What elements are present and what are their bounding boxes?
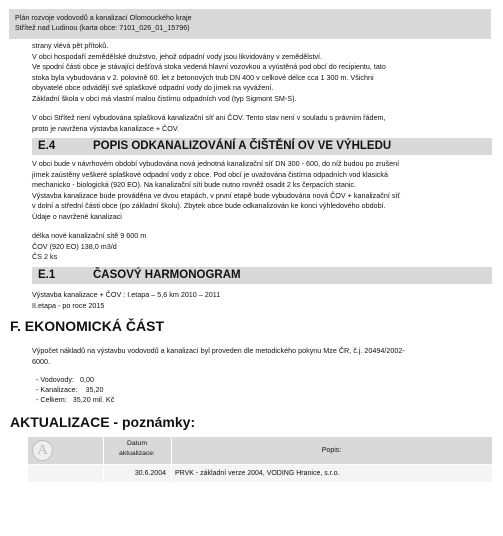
text-line: v dolní a střední části obce (po základní školu). Zbytek obce bude odkanalizován ke konci výhledového období. bbox=[32, 201, 386, 211]
page-header bbox=[9, 9, 491, 39]
column-header-note: Popis: bbox=[321, 447, 342, 454]
text-line: strany vlévá pět přítoků. bbox=[32, 41, 109, 50]
section-e4-heading bbox=[32, 138, 492, 155]
section-e4-text bbox=[32, 159, 492, 223]
text-line: proto je navržena výstavba kanalizace + ČOV. bbox=[32, 123, 179, 133]
section-f-text bbox=[32, 346, 492, 367]
updates-heading: AKTUALIZACE - poznámky: bbox=[10, 414, 196, 430]
stat-line: ČS 2 ks bbox=[32, 252, 58, 262]
updates-table-header bbox=[28, 437, 492, 464]
text-line: V obci bude v návrhovém období vybudována nová jednotná kanalizační síť DN 300 - 600, do níž budou po zrušení bbox=[32, 159, 400, 168]
text-line: Údaje o navržené kanalizaci bbox=[32, 211, 122, 221]
column-divider bbox=[103, 437, 104, 482]
text-line: obyvatelé obce odvádějí své splaškové odpadní vody do jímek na vyvážení. bbox=[32, 83, 274, 93]
intro-paragraph-1 bbox=[32, 41, 492, 105]
section-e4-stats bbox=[32, 231, 492, 263]
text-line: II.etapa - po roce 2015 bbox=[32, 300, 105, 310]
row-note: PRVK - základní verze 2004, VODING Hranice, s.r.o. bbox=[175, 470, 340, 477]
cost-list bbox=[36, 375, 114, 404]
text-line: Výpočet nákladů na výstavbu vodovodů a kanalizací byl proveden dle metodického pokynu Mze ČR, č.j. 20494/2002- bbox=[32, 346, 405, 355]
cost-row: - Vodovody: 0,00 bbox=[36, 375, 94, 384]
column-header-date-line: aktualizace: bbox=[119, 450, 155, 457]
section-number: E.4 bbox=[38, 140, 56, 152]
column-header-date bbox=[108, 439, 166, 459]
text-line: Výstavba kanalizace bude prováděna ve dvou etapách, v první etapě bude vybudována nová ČOV + kanalizační síť bbox=[32, 190, 401, 200]
table-row bbox=[28, 465, 492, 482]
row-date: 30.6.2004 bbox=[134, 470, 166, 477]
column-header-date-line: Datum bbox=[126, 440, 148, 447]
header-municipality: Střítež nad Ludinou (karta obce: 7101_026_01_15796) bbox=[15, 23, 190, 32]
stat-line: délka nové kanalizační sítě 9 600 m bbox=[32, 231, 147, 240]
section-number: E.1 bbox=[38, 269, 56, 281]
header-plan-title: Plán rozvoje vodovodů a kanalizací Olomouckého kraje bbox=[15, 13, 192, 22]
column-divider bbox=[171, 437, 172, 482]
text-line: mechanicko - biologická (920 EO). Na kanalizační síti bude nutno rovněž osadit 2 ks čerpacích stanic. bbox=[32, 180, 357, 190]
text-line: Základní škola v obci má vlastní malou čistírnu odpadních vod (typ Sigmont SM-S). bbox=[32, 93, 297, 103]
cost-row: - Celkem: 35,20 mil. Kč bbox=[36, 394, 115, 404]
cost-row: - Kanalizace: 35,20 bbox=[36, 384, 104, 394]
stat-line: ČOV (920 EO) 138,0 m3/d bbox=[32, 241, 117, 251]
text-line: V obci hospodaří zemědělské družstvo, jehož odpadní vody jsou likvidovány v zemědělství. bbox=[32, 51, 323, 61]
logo-a-icon: A bbox=[32, 440, 53, 461]
section-title: ČASOVÝ HARMONOGRAM bbox=[93, 269, 241, 281]
text-line: 6000. bbox=[32, 356, 50, 366]
text-line: V obci Střítež není vybudována splašková kanalizační síť ani ČOV. Tento stav není v souladu s právním řádem, bbox=[32, 113, 386, 122]
section-title: POPIS ODKANALIZOVÁNÍ A ČIŠTĚNÍ OV VE VÝHLEDU bbox=[93, 140, 392, 152]
section-e1-text bbox=[32, 290, 492, 311]
text-line: stoka byla vybudována v 2. polovině 60. let z betonových trub DN 400 v celkové délce cca 1 300 m. Všichni bbox=[32, 72, 374, 82]
intro-paragraph-2 bbox=[32, 113, 492, 134]
updates-table bbox=[28, 437, 492, 483]
section-f-heading: F. EKONOMICKÁ ČÁST bbox=[10, 318, 164, 334]
section-e1-heading bbox=[32, 267, 492, 284]
text-line: jímek zaústěny veškeré splaškové odpadní vody z obce. Pod obcí je uvažována čistírna odpadních vod klasická bbox=[32, 169, 388, 179]
text-line: Výstavba kanalizace + ČOV : I.etapa – 5,6 km 2010 – 2011 bbox=[32, 290, 221, 299]
text-line: Ve spodní části obce je stávající dešťová stoka vedená hlavní vozovkou a vyústěná pod obcí do recipientu, tato bbox=[32, 62, 386, 72]
